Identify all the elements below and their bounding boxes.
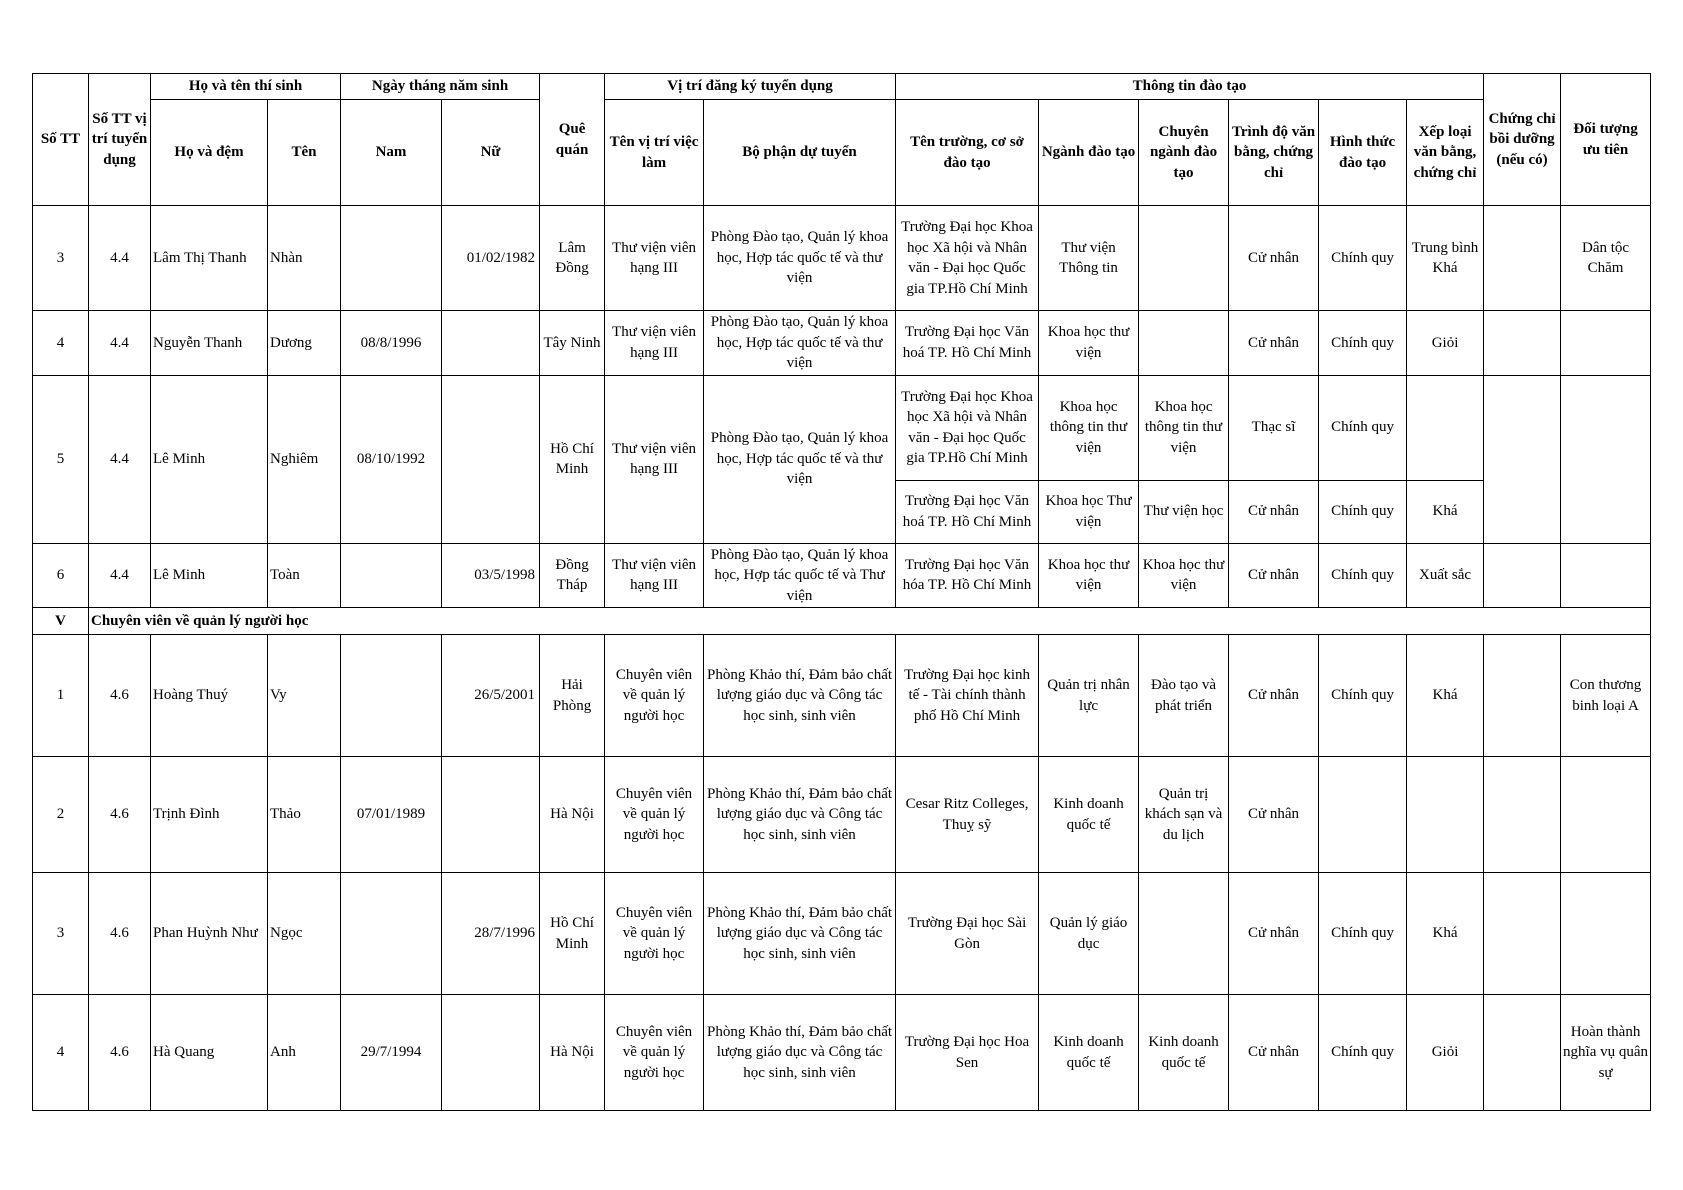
cell-nu: 28/7/1996	[442, 873, 540, 995]
table-header	[33, 74, 1651, 206]
header-dao-tao-group: Thông tin đào tạo	[896, 74, 1484, 100]
cell-ho-dem: Lê Minh	[151, 375, 268, 543]
cell-xep-loai	[1407, 375, 1484, 480]
cell-chuyen-nganh	[1139, 311, 1229, 376]
cell-uu-tien	[1561, 311, 1651, 376]
header-nganh: Ngành đào tạo	[1039, 100, 1139, 206]
cell-uu-tien	[1561, 375, 1651, 543]
cell-chung-chi	[1484, 995, 1561, 1111]
cell-truong: Trường Đại học Văn hóa TP. Hồ Chí Minh	[896, 543, 1039, 608]
cell-hinh-thuc	[1319, 757, 1407, 873]
cell-nam	[341, 635, 442, 757]
cell-vi-tri: Chuyên viên về quản lý người học	[605, 635, 704, 757]
header-xep-loai: Xếp loại văn bằng, chứng chỉ	[1407, 100, 1484, 206]
cell-chuyen-nganh	[1139, 873, 1229, 995]
cell-ten: Nhàn	[268, 206, 341, 311]
header-ho-dem: Họ và đệm	[151, 100, 268, 206]
header-vi-tri-group: Vị trí đăng ký tuyển dụng	[605, 74, 896, 100]
cell-nam: 07/01/1989	[341, 757, 442, 873]
table-row	[33, 635, 1651, 757]
cell-vt: 4.4	[89, 375, 151, 543]
cell-ho-dem: Lê Minh	[151, 543, 268, 608]
cell-hinh-thuc: Chính quy	[1319, 995, 1407, 1111]
cell-stt: 4	[33, 311, 89, 376]
cell-bo-phan: Phòng Khảo thí, Đảm bảo chất lượng giáo dục và Công tác học sinh, sinh viên	[704, 873, 896, 995]
cell-truong: Trường Đại học Khoa học Xã hội và Nhân văn - Đại học Quốc gia TP.Hồ Chí Minh	[896, 206, 1039, 311]
cell-nam: 29/7/1994	[341, 995, 442, 1111]
cell-nganh: Kinh doanh quốc tế	[1039, 995, 1139, 1111]
cell-ho-dem: Hà Quang	[151, 995, 268, 1111]
header-nu: Nữ	[442, 100, 540, 206]
cell-chung-chi	[1484, 375, 1561, 543]
cell-que: Hải Phòng	[540, 635, 605, 757]
cell-nganh: Khoa học thư viện	[1039, 311, 1139, 376]
cell-nam: 08/8/1996	[341, 311, 442, 376]
cell-truong: Trường Đại học Văn hoá TP. Hồ Chí Minh	[896, 311, 1039, 376]
cell-trinh-do: Cử nhân	[1229, 311, 1319, 376]
header-que-quan: Quê quán	[540, 74, 605, 206]
cell-vi-tri: Chuyên viên về quản lý người học	[605, 995, 704, 1111]
cell-ho-dem: Trịnh Đình	[151, 757, 268, 873]
cell-truong: Trường Đại học Hoa Sen	[896, 995, 1039, 1111]
cell-vt: 4.4	[89, 311, 151, 376]
cell-truong: Trường Đại học kinh tế - Tài chính thành phố Hồ Chí Minh	[896, 635, 1039, 757]
cell-nu: 01/02/1982	[442, 206, 540, 311]
cell-chuyen-nganh: Khoa học thông tin thư viện	[1139, 375, 1229, 480]
section-row	[33, 608, 1651, 635]
cell-nu: 26/5/2001	[442, 635, 540, 757]
cell-nu	[442, 995, 540, 1111]
cell-que: Lâm Đồng	[540, 206, 605, 311]
cell-ten: Nghiêm	[268, 375, 341, 543]
cell-bo-phan: Phòng Khảo thí, Đảm bảo chất lượng giáo dục và Công tác học sinh, sinh viên	[704, 635, 896, 757]
header-so-tt: Số TT	[33, 74, 89, 206]
cell-hinh-thuc: Chính quy	[1319, 635, 1407, 757]
cell-stt: 2	[33, 757, 89, 873]
cell-nam	[341, 206, 442, 311]
cell-nam	[341, 543, 442, 608]
header-ten-vi-tri: Tên vị trí việc làm	[605, 100, 704, 206]
cell-bo-phan: Phòng Đào tạo, Quản lý khoa học, Hợp tác quốc tế và thư viện	[704, 375, 896, 543]
cell-chuyen-nganh: Khoa học thư viện	[1139, 543, 1229, 608]
cell-bo-phan: Phòng Khảo thí, Đảm bảo chất lượng giáo dục và Công tác học sinh, sinh viên	[704, 995, 896, 1111]
section-number: V	[33, 608, 89, 635]
cell-vt: 4.4	[89, 206, 151, 311]
cell-xep-loai: Giỏi	[1407, 311, 1484, 376]
cell-uu-tien: Con thương binh loại A	[1561, 635, 1651, 757]
cell-trinh-do: Cử nhân	[1229, 873, 1319, 995]
cell-stt: 3	[33, 206, 89, 311]
header-bo-phan: Bộ phận dự tuyển	[704, 100, 896, 206]
cell-chung-chi	[1484, 757, 1561, 873]
cell-ten: Dương	[268, 311, 341, 376]
cell-chuyen-nganh	[1139, 206, 1229, 311]
cell-nganh: Khoa học thư viện	[1039, 543, 1139, 608]
cell-vt: 4.6	[89, 995, 151, 1111]
cell-bo-phan: Phòng Đào tạo, Quản lý khoa học, Hợp tác quốc tế và thư viện	[704, 206, 896, 311]
cell-que: Hà Nội	[540, 757, 605, 873]
cell-stt: 5	[33, 375, 89, 543]
cell-que: Hồ Chí Minh	[540, 375, 605, 543]
cell-vi-tri: Thư viện viên hạng III	[605, 375, 704, 543]
header-hinh-thuc: Hình thức đào tạo	[1319, 100, 1407, 206]
candidate-table	[32, 73, 1651, 1111]
cell-chung-chi	[1484, 543, 1561, 608]
cell-chung-chi	[1484, 206, 1561, 311]
cell-xep-loai: Khá	[1407, 873, 1484, 995]
cell-vt: 4.4	[89, 543, 151, 608]
header-chuyen-nganh: Chuyên ngành đào tạo	[1139, 100, 1229, 206]
cell-ho-dem: Lâm Thị Thanh	[151, 206, 268, 311]
cell-xep-loai: Trung bình Khá	[1407, 206, 1484, 311]
header-chung-chi: Chứng chỉ bồi dưỡng (nếu có)	[1484, 74, 1561, 206]
cell-que: Hồ Chí Minh	[540, 873, 605, 995]
cell-hinh-thuc: Chính quy	[1319, 480, 1407, 543]
cell-vi-tri: Chuyên viên về quản lý người học	[605, 873, 704, 995]
cell-xep-loai: Khá	[1407, 635, 1484, 757]
cell-truong: Trường Đại học Văn hoá TP. Hồ Chí Minh	[896, 480, 1039, 543]
cell-hinh-thuc: Chính quy	[1319, 375, 1407, 480]
cell-hinh-thuc: Chính quy	[1319, 873, 1407, 995]
cell-ten: Toàn	[268, 543, 341, 608]
cell-stt: 6	[33, 543, 89, 608]
table-row	[33, 375, 1651, 480]
cell-bo-phan: Phòng Khảo thí, Đảm bảo chất lượng giáo dục và Công tác học sinh, sinh viên	[704, 757, 896, 873]
cell-xep-loai: Khá	[1407, 480, 1484, 543]
cell-trinh-do: Cử nhân	[1229, 206, 1319, 311]
header-ho-ten-group: Họ và tên thí sinh	[151, 74, 341, 100]
cell-uu-tien	[1561, 543, 1651, 608]
cell-trinh-do: Thạc sĩ	[1229, 375, 1319, 480]
cell-xep-loai	[1407, 757, 1484, 873]
table-row	[33, 311, 1651, 376]
cell-chuyen-nganh: Kinh doanh quốc tế	[1139, 995, 1229, 1111]
cell-uu-tien	[1561, 757, 1651, 873]
header-ten-truong: Tên trường, cơ sở đào tạo	[896, 100, 1039, 206]
cell-xep-loai: Xuất sắc	[1407, 543, 1484, 608]
cell-nu	[442, 375, 540, 543]
cell-uu-tien	[1561, 873, 1651, 995]
cell-nam: 08/10/1992	[341, 375, 442, 543]
header-ten: Tên	[268, 100, 341, 206]
cell-bo-phan: Phòng Đào tạo, Quản lý khoa học, Hợp tác quốc tế và Thư viện	[704, 543, 896, 608]
cell-ten: Ngọc	[268, 873, 341, 995]
cell-vt: 4.6	[89, 757, 151, 873]
cell-ho-dem: Hoàng Thuý	[151, 635, 268, 757]
header-nam: Nam	[341, 100, 442, 206]
cell-que: Hà Nội	[540, 995, 605, 1111]
cell-stt: 4	[33, 995, 89, 1111]
cell-hinh-thuc: Chính quy	[1319, 543, 1407, 608]
cell-nganh: Quản trị nhân lực	[1039, 635, 1139, 757]
table-row	[33, 873, 1651, 995]
cell-ten: Thảo	[268, 757, 341, 873]
cell-nu: 03/5/1998	[442, 543, 540, 608]
header-ngay-sinh-group: Ngày tháng năm sinh	[341, 74, 540, 100]
cell-nganh: Quản lý giáo dục	[1039, 873, 1139, 995]
cell-truong: Trường Đại học Khoa học Xã hội và Nhân văn - Đại học Quốc gia TP.Hồ Chí Minh	[896, 375, 1039, 480]
cell-truong: Cesar Ritz Colleges, Thuỵ sỹ	[896, 757, 1039, 873]
header-doi-tuong: Đối tượng ưu tiên	[1561, 74, 1651, 206]
cell-nganh: Kinh doanh quốc tế	[1039, 757, 1139, 873]
cell-ho-dem: Phan Huỳnh Như	[151, 873, 268, 995]
cell-vi-tri: Thư viện viên hạng III	[605, 543, 704, 608]
cell-ho-dem: Nguyễn Thanh	[151, 311, 268, 376]
cell-nganh: Khoa học Thư viện	[1039, 480, 1139, 543]
cell-vi-tri: Chuyên viên về quản lý người học	[605, 757, 704, 873]
cell-truong: Trường Đại học Sài Gòn	[896, 873, 1039, 995]
cell-vi-tri: Thư viện viên hạng III	[605, 206, 704, 311]
cell-chung-chi	[1484, 635, 1561, 757]
cell-nu	[442, 757, 540, 873]
table-row	[33, 206, 1651, 311]
cell-chung-chi	[1484, 873, 1561, 995]
header-so-tt-vi-tri: Số TT vị trí tuyển dụng	[89, 74, 151, 206]
cell-hinh-thuc: Chính quy	[1319, 206, 1407, 311]
cell-chuyen-nganh: Đào tạo và phát triển	[1139, 635, 1229, 757]
cell-que: Đồng Tháp	[540, 543, 605, 608]
cell-trinh-do: Cử nhân	[1229, 995, 1319, 1111]
cell-chung-chi	[1484, 311, 1561, 376]
cell-stt: 3	[33, 873, 89, 995]
cell-ten: Anh	[268, 995, 341, 1111]
cell-vi-tri: Thư viện viên hạng III	[605, 311, 704, 376]
header-trinh-do: Trình độ văn bằng, chứng chỉ	[1229, 100, 1319, 206]
cell-vt: 4.6	[89, 635, 151, 757]
cell-hinh-thuc: Chính quy	[1319, 311, 1407, 376]
cell-xep-loai: Giỏi	[1407, 995, 1484, 1111]
cell-nam	[341, 873, 442, 995]
cell-vt: 4.6	[89, 873, 151, 995]
cell-stt: 1	[33, 635, 89, 757]
cell-chuyen-nganh: Thư viện học	[1139, 480, 1229, 543]
table-row	[33, 543, 1651, 608]
cell-trinh-do: Cử nhân	[1229, 543, 1319, 608]
cell-nganh: Thư viện Thông tin	[1039, 206, 1139, 311]
cell-ten: Vy	[268, 635, 341, 757]
table-row	[33, 757, 1651, 873]
cell-nu	[442, 311, 540, 376]
table-row	[33, 995, 1651, 1111]
cell-trinh-do: Cử nhân	[1229, 635, 1319, 757]
cell-chuyen-nganh: Quản trị khách sạn và du lịch	[1139, 757, 1229, 873]
cell-trinh-do: Cử nhân	[1229, 757, 1319, 873]
cell-nganh: Khoa học thông tin thư viện	[1039, 375, 1139, 480]
section-title: Chuyên viên về quản lý người học	[89, 608, 1651, 635]
table-body	[33, 206, 1651, 1111]
cell-uu-tien: Hoàn thành nghĩa vụ quân sự	[1561, 995, 1651, 1111]
cell-uu-tien: Dân tộc Chăm	[1561, 206, 1651, 311]
cell-bo-phan: Phòng Đào tạo, Quản lý khoa học, Hợp tác quốc tế và thư viện	[704, 311, 896, 376]
cell-trinh-do: Cử nhân	[1229, 480, 1319, 543]
cell-que: Tây Ninh	[540, 311, 605, 376]
